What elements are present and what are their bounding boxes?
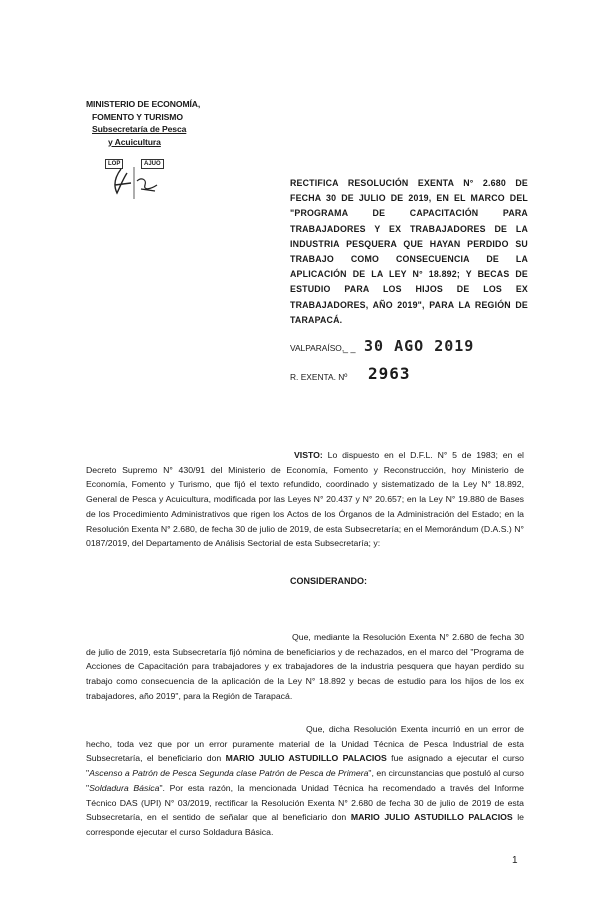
course-applied: Soldadura Básica (89, 782, 160, 793)
page-number: 1 (512, 855, 518, 866)
visto-label: VISTO: (294, 450, 323, 460)
exenta-label: R. EXENTA. Nº (290, 372, 348, 382)
considerando-paragraph-1: Que, mediante la Resolución Exenta N° 2.680 de fecha 30 de julio de 2019, esta Subsecretaría fijó nómina de beneficiarios y de rechazados, en el marco del "Programa de Acciones de Capacitación para trabajadores y ex trabajadores de la industria pesquera que hayan perdido su trabajo como consecuencia de la aplicación de la Ley N° 18.892 y becas de estudio para los hijos de los ex trabajadores, año 2019", para la Región de Tarapacá. (86, 632, 524, 701)
initials-stamp (101, 159, 161, 201)
beneficiary-name-2: MARIO JULIO ASTUDILLO PALACIOS (350, 812, 513, 823)
stamp-label-ajuo: AJUO (141, 159, 164, 169)
date-stamp: 30 AGO 2019 (364, 337, 475, 355)
header-line-4: y Acuicultura (108, 136, 161, 147)
initials-signature-icon (101, 159, 161, 201)
p2-text-b: fue asignado a ejecutar el curso " (86, 753, 524, 779)
course-assigned: Ascenso a Patrón de Pesca Segunda clase Patrón de Pesca de Primera (89, 768, 369, 779)
visto-paragraph (86, 448, 524, 551)
date-dash: _ _ (343, 343, 356, 353)
resolution-reference: RECTIFICA RESOLUCIÓN EXENTA N° 2.680 DE FECHA 30 DE JULIO DE 2019, EN EL MARCO DEL "PROGRAMA DE CAPACITACIÓN PARA TRABAJADORES Y EX TRABAJADORES DE LA INDUSTRIA PESQUERA QUE HAYAN PERDIDO SU TRABAJO COMO CONSECUENCIA DE LA APLICACIÓN DE LA LEY N° 18.892; Y BECAS DE ESTUDIO PARA LOS HIJOS DE LOS EX TRABAJADORES, AÑO 2019", PARA LA REGIÓN DE TARAPACÁ. (290, 178, 528, 325)
exenta-number: 2963 (368, 364, 411, 383)
p2-text-e: le corresponde ejecutar el curso Soldadura Básica. (86, 812, 524, 837)
p2-text-a: Que, dicha Resolución Exenta incurrió en un error de hecho, toda vez que por un error puramente material de la Unidad Técnica de Pesca Industrial de esta Subsecretaría, el beneficiario don (86, 724, 524, 764)
p2-text-d: ". Por esta razón, la mencionada Unidad Técnica ha recomendado a través del Informe Técnico DAS (UPI) N° 03/2019, rectificar la Resolución Exenta N° 2.680 de fecha 30 de julio de 2019 de esta Subsecretaría, en el sentido de señalar que al beneficiario don (86, 782, 524, 823)
considerando-heading: CONSIDERANDO: (290, 576, 368, 586)
p2-text-c: ", en circunstancias que postuló al curso " (86, 768, 524, 793)
header-line-1: MINISTERIO DE ECONOMÍA, (86, 99, 201, 109)
beneficiary-name-1: MARIO JULIO ASTUDILLO PALACIOS (225, 753, 387, 764)
place-label: VALPARAÍSO, (290, 343, 345, 353)
ministry-header (86, 98, 226, 148)
header-line-2: FOMENTO Y TURISMO (92, 111, 183, 122)
considerando-paragraph-2 (86, 722, 524, 840)
header-line-3: Subsecretaría de Pesca (92, 124, 187, 134)
visto-text: Lo dispuesto en el D.F.L. N° 5 de 1983; en el Decreto Supremo N° 430/91 del Ministerio de Economía, Fomento y Reconstrucción, hoy Ministerio de Economía, Fomento y Turismo, que fijó el texto refundido, coordinado y sistematizado de la Ley N° 18.892, General de Pesca y Acuicultura, modificada por las Leyes N° 20.437 y N° 20.657; en la Ley N° 19.880 de Bases de los Procedimiento Administrativos que rigen los Actos de los Órganos de la Administración del Estado; en la Resolución Exenta N° 2.680, de fecha 30 de julio de 2019, de esta Subsecretaría; en el Memorándum (D.A.S.) N° 0187/2019, del Departamento de Análisis Sectorial de esta Subsecretaría; y: (86, 450, 524, 549)
stamp-label-lop: LOP (105, 159, 123, 169)
